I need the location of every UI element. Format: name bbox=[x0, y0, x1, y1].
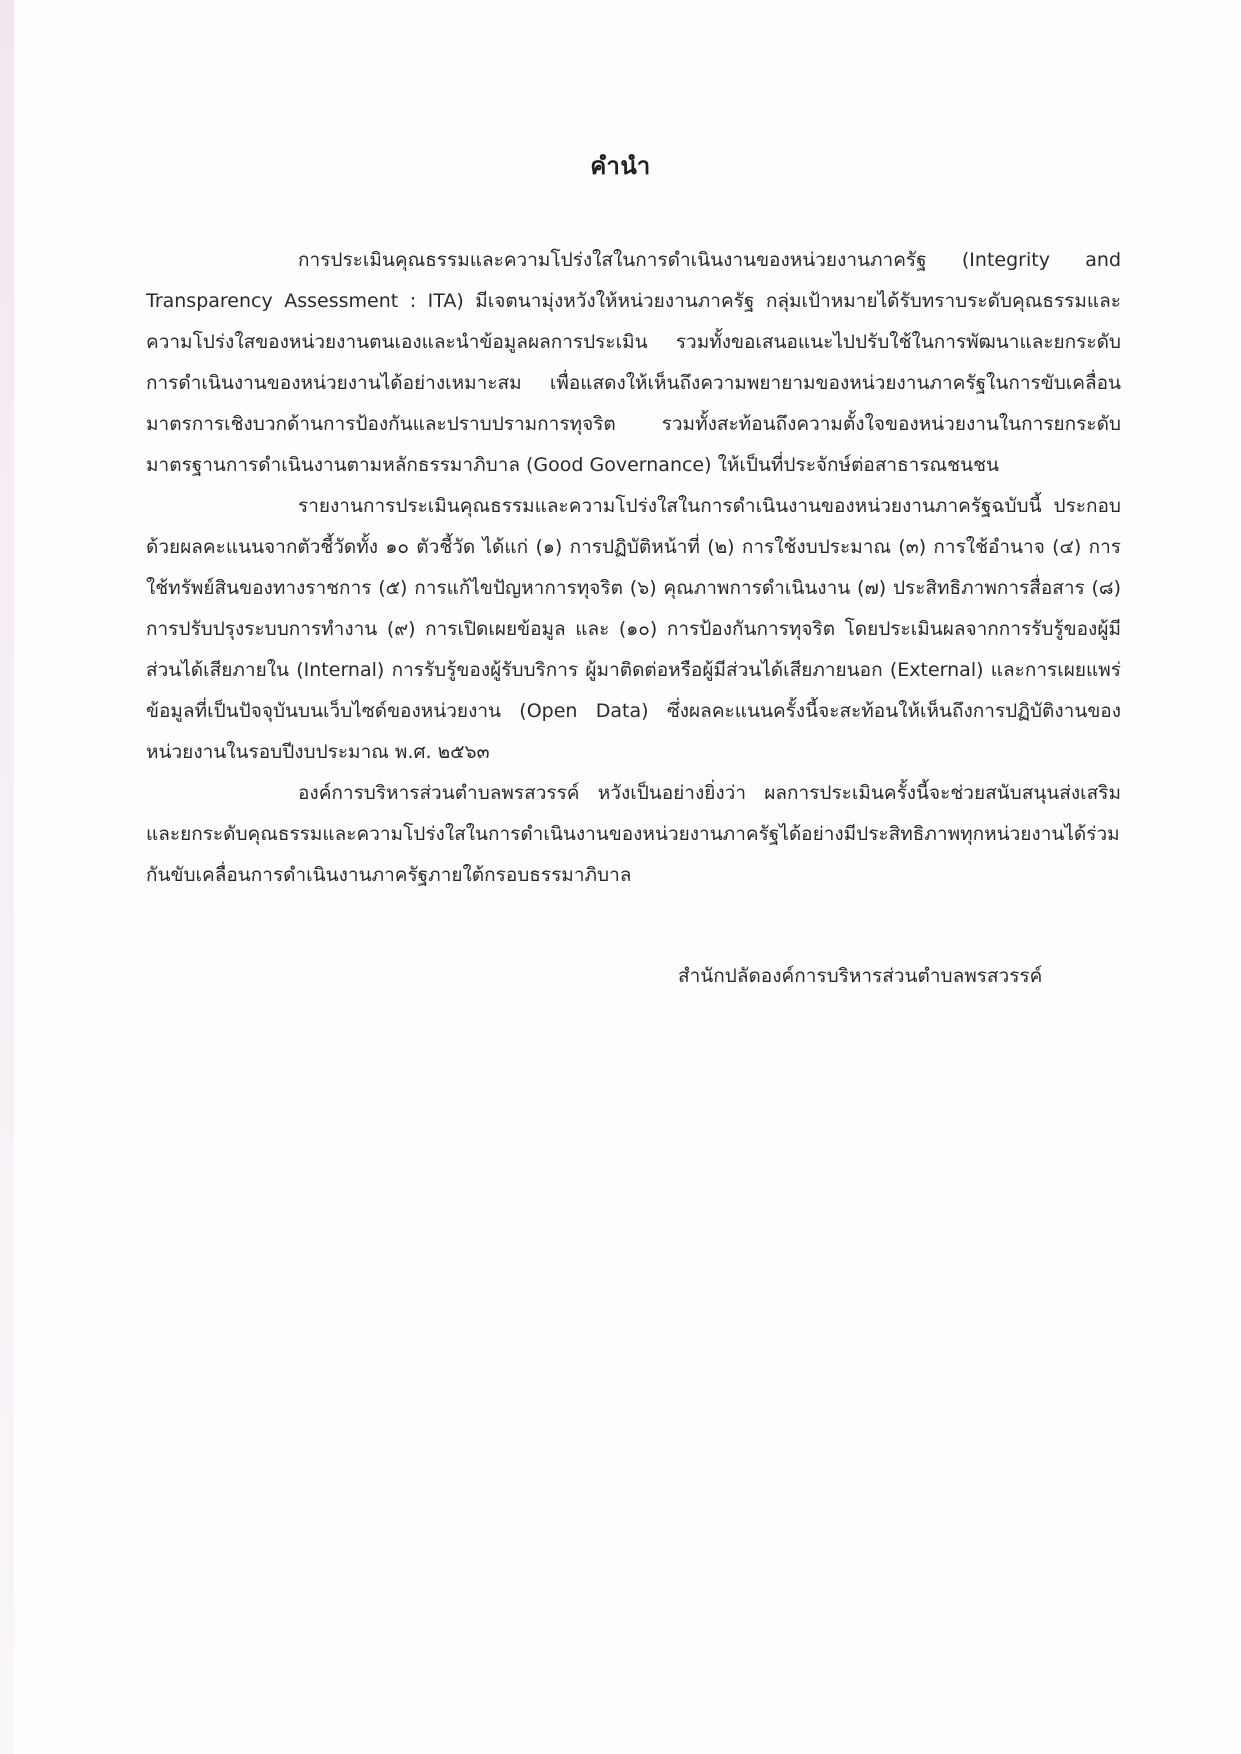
paragraph-closing: องค์การบริหารส่วนตำบลพรสวรรค์ หวังเป็นอย่างยิ่งว่า ผลการประเมินครั้งนี้จะช่วยสนับสนุนส่งเสริมและยกระดับคุณธรรมและความโปร่งใสในการดำเนินงานของหน่วยงานภาครัฐได้อย่างมีประสิทธิภาพทุกหน่วยงานได้ร่วมกันขับเคลื่อนการดำเนินงานภาครัฐภายใต้กรอบธรรมาภิบาล bbox=[146, 782, 1121, 886]
document-body bbox=[146, 240, 1121, 896]
paragraph-intro: การประเมินคุณธรรมและความโปร่งใสในการดำเนินงานของหน่วยงานภาครัฐ (Integrity and Transparency Assessment : ITA) มีเจตนามุ่งหวังให้หน่วยงานภาครัฐ กลุ่มเป้าหมายได้รับทราบระดับคุณธรรมและความโปร่งใสของหน่วยงานตนเองและนำข้อมูลผลการประเมิน รวมทั้งขอเสนอแนะไปปรับใช้ในการพัฒนาและยกระดับการดำเนินงานของหน่วยงานได้อย่างเหมาะสม เพื่อแสดงให้เห็นถึงความพยายามของหน่วยงานภาครัฐในการขับเคลื่อนมาตรการเชิงบวกด้านการป้องกันและปราบปรามการทุจริต รวมทั้งสะท้อนถึงความตั้งใจของหน่วยงานในการยกระดับมาตรฐานการดำเนินงานตามหลักธรรมาภิบาล (Good Governance) ให้เป็นที่ประจักษ์ต่อสาธารณชนชน bbox=[146, 249, 1121, 476]
page-title: คำนำ bbox=[590, 152, 651, 180]
paragraph-report-summary: รายงานการประเมินคุณธรรมและความโปร่งใสในการดำเนินงานของหน่วยงานภาครัฐฉบับนี้ ประกอบด้วยผลคะแนนจากตัวชี้วัดทั้ง ๑๐ ตัวชี้วัด ได้แก่ (๑) การปฏิบัติหน้าที่ (๒) การใช้งบประมาณ (๓) การใช้อำนาจ (๔) การใช้ทรัพย์สินของทางราชการ (๕) การแก้ไขปัญหาการทุจริต (๖) คุณภาพการดำเนินงาน (๗) ประสิทธิภาพการสื่อสาร (๘) การปรับปรุงระบบการทำงาน (๙) การเปิดเผยข้อมูล และ (๑๐) การป้องกันการทุจริต โดยประเมินผลจากการรับรู้ของผู้มีส่วนได้เสียภายใน (Internal) การรับรู้ของผู้รับบริการ ผู้มาติดต่อหรือผู้มีส่วนได้เสียภายนอก (External) และการเผยแพร่ข้อมูลที่เป็นปัจจุบันบนเว็บไซด์ของหน่วยงาน (Open Data) ซึ่งผลคะแนนครั้งนี้จะสะท้อนให้เห็นถึงการปฏิบัติงานของหน่วยงานในรอบปีงบประมาณ พ.ศ. ๒๕๖๓ bbox=[146, 495, 1121, 763]
page-edge-tint bbox=[0, 0, 14, 1754]
signature-office: สำนักปลัดองค์การบริหารส่วนตำบลพรสวรรค์ bbox=[678, 965, 1043, 987]
